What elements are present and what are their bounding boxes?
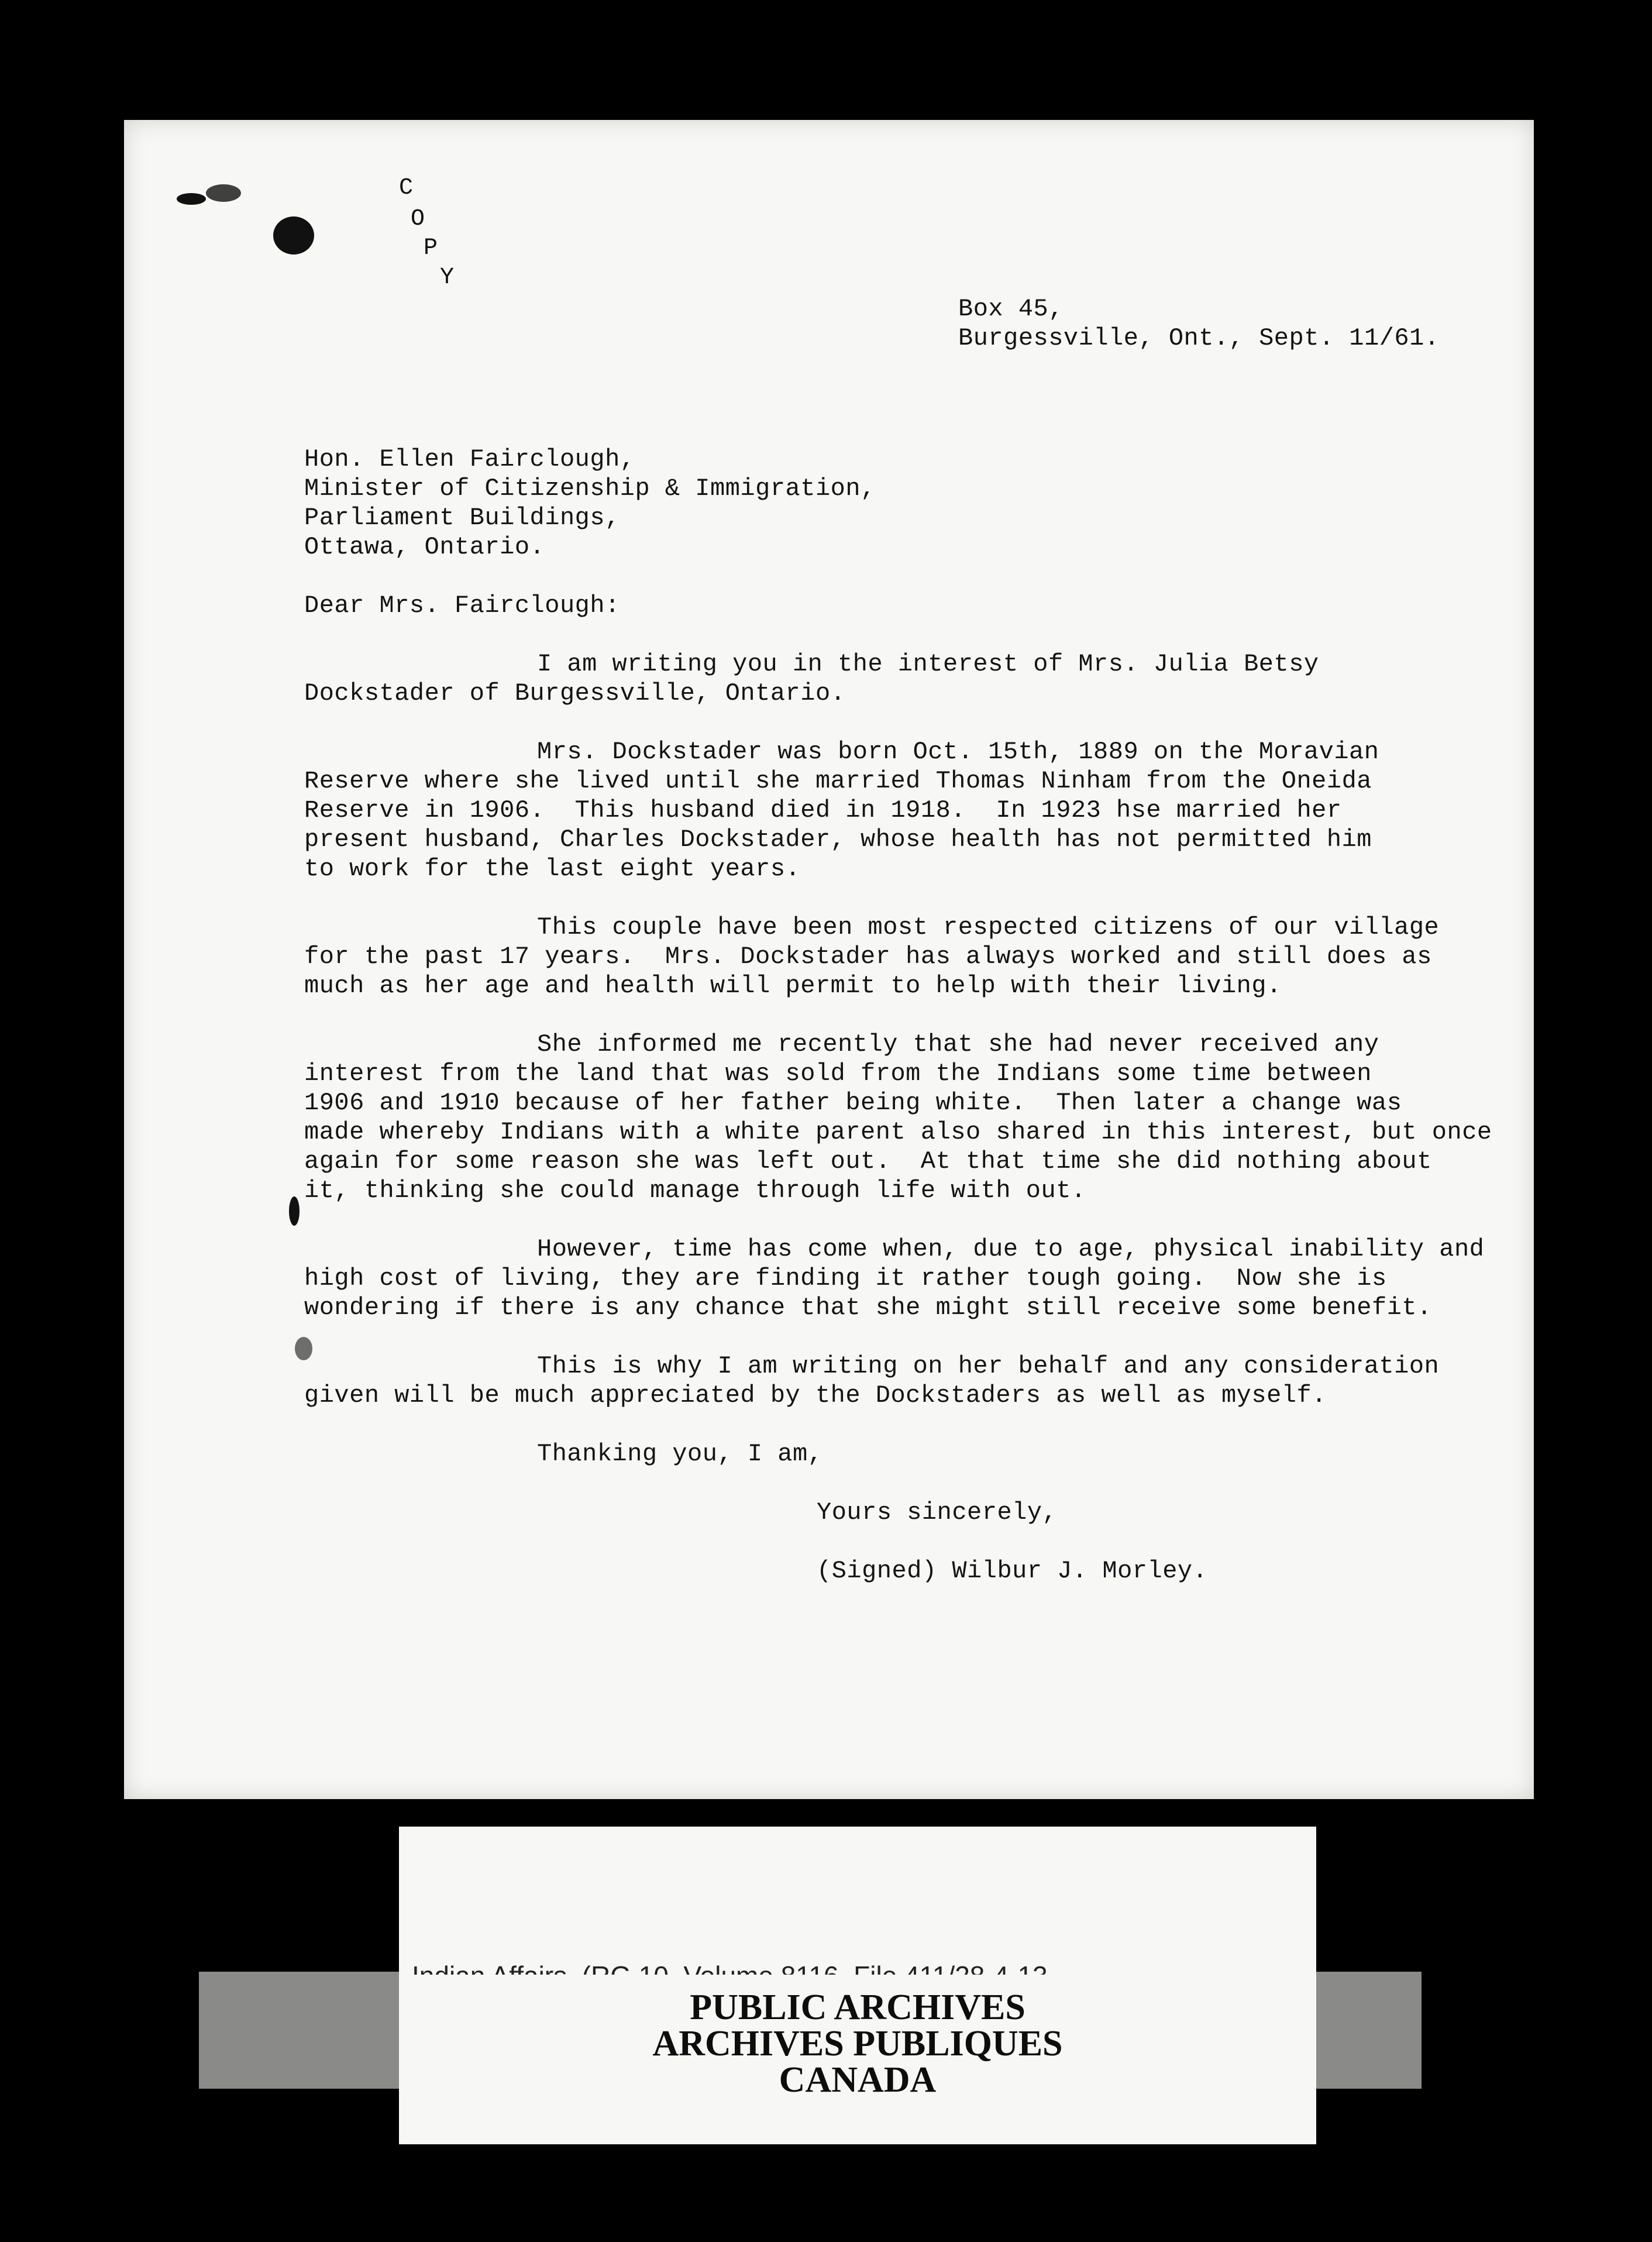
ink-smudge [295, 1337, 312, 1360]
letter-paragraph [304, 1352, 1439, 1410]
ink-smudge [289, 1196, 300, 1226]
archives-line-english: PUBLIC ARCHIVES [690, 1987, 1025, 2027]
recipient-address [304, 445, 876, 562]
paragraph-line: for the past 17 years. Mrs. Dockstader has always worked and still does as [304, 943, 1432, 971]
ink-smudge [177, 193, 206, 205]
paragraph-line: to work for the last eight years. [304, 855, 801, 883]
recipient-line: Minister of Citizenship & Immigration, [304, 474, 876, 503]
paragraph-line: 1906 and 1910 because of her father being white. Then later a change was [304, 1089, 1402, 1117]
copy-stamp-letter-o: O [411, 206, 425, 232]
sender-address-line: Burgessville, Ont., Sept. 11/61. [958, 324, 1440, 352]
signature: (Signed) Wilbur J. Morley. [817, 1557, 1208, 1585]
ink-smudge [273, 216, 314, 255]
letter-paragraph [304, 913, 1439, 1000]
archives-line-country: CANADA [779, 2060, 937, 2100]
letter-paragraph [304, 649, 1319, 708]
paragraph-line: Mrs. Dockstader was born Oct. 15th, 1889 on the Moravian [537, 738, 1379, 766]
recipient-line: Parliament Buildings, [304, 504, 620, 532]
letter-paragraph [304, 1235, 1484, 1322]
paragraph-line: wondering if there is any chance that she might still receive some benefit. [304, 1294, 1432, 1322]
paragraph-line: Reserve where she lived until she married Thomas Ninham from the Oneida [304, 767, 1372, 795]
copy-stamp-letter-p: P [424, 235, 438, 262]
paragraph-line: made whereby Indians with a white parent also shared in this interest, but once [304, 1118, 1492, 1146]
paragraph-line: I am writing you in the interest of Mrs. Julia Betsy [537, 650, 1319, 678]
ink-smudge [206, 184, 241, 202]
paragraph-line: present husband, Charles Dockstader, whose health has not permitted him [304, 826, 1372, 854]
sender-address-line: Box 45, [958, 295, 1064, 323]
recipient-line: Hon. Ellen Fairclough, [304, 445, 635, 473]
closing-thanks: Thanking you, I am, [537, 1440, 823, 1468]
paragraph-line: She informed me recently that she had never received any [537, 1030, 1379, 1058]
reference-label [399, 1827, 1316, 1979]
copy-stamp-letter-c: C [399, 175, 414, 201]
paragraph-line: again for some reason she was left out. At that time she did nothing about [304, 1147, 1432, 1175]
paragraph-line: This is why I am writing on her behalf and any consideration [537, 1352, 1440, 1380]
copy-stamp-letter-y: Y [440, 264, 455, 291]
paragraph-line: given will be much appreciated by the Dockstaders as well as myself. [304, 1381, 1327, 1409]
paragraph-line: much as her age and health will permit to help with their living. [304, 972, 1282, 1000]
archives-label [399, 1975, 1316, 2144]
sender-address [958, 294, 1440, 353]
paragraph-line: Dockstader of Burgessville, Ontario. [304, 679, 846, 707]
paragraph-line: interest from the land that was sold from the Indians some time between [304, 1060, 1372, 1088]
paragraph-line: However, time has come when, due to age, physical inability and [537, 1235, 1485, 1263]
closing-valediction: Yours sincerely, [817, 1498, 1058, 1526]
letter-paragraph [304, 1030, 1492, 1205]
paragraph-line: Reserve in 1906. This husband died in 1918. In 1923 hse married her [304, 796, 1342, 824]
letter-sheet [124, 120, 1534, 1799]
archives-line-french: ARCHIVES PUBLIQUES [652, 2024, 1063, 2064]
paragraph-line: This couple have been most respected citizens of our village [537, 913, 1440, 941]
recipient-line: Ottawa, Ontario. [304, 533, 545, 561]
paragraph-line: it, thinking she could manage through life with out. [304, 1177, 1086, 1205]
paragraph-line: high cost of living, they are finding it rather tough going. Now she is [304, 1264, 1387, 1292]
salutation: Dear Mrs. Fairclough: [304, 592, 620, 620]
letter-paragraph [304, 737, 1379, 883]
